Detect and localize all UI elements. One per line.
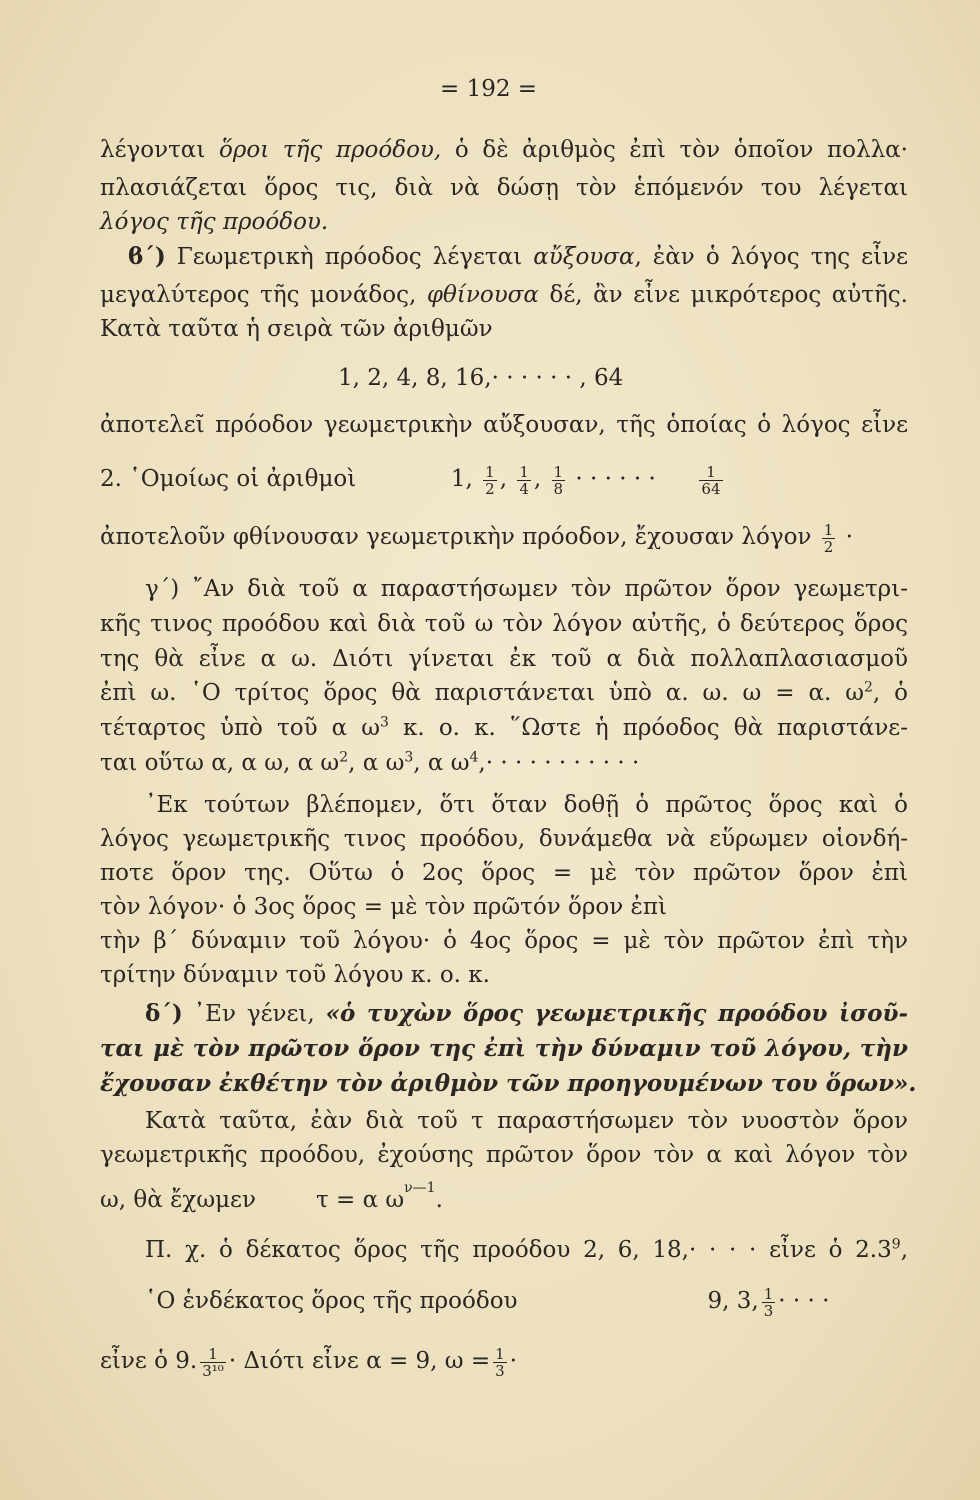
text-span: μεγαλύτερος τῆς μονάδος,: [100, 282, 427, 308]
fraction-half: $\frac{1}{2}$: [485, 462, 495, 498]
fraction-quarter: $\frac{1}{4}$: [519, 462, 529, 498]
fraction-ratio: $\frac{1}{2}$: [823, 520, 834, 556]
text-line-4: [128, 240, 908, 274]
text-line-9: 2. ῾Ομοίως οἱ ἀριθμοὶ 1, $\frac{1}{2}$ , $\frac{1}{4}$ , $\frac{1}{8}$ · · · · · · $\frac{1}{64}$: [100, 462, 721, 498]
text-line-14: [100, 676, 908, 710]
text-line-25: ἔχουσαν ἐκθέτην τὸν ἀριθμὸν τῶν προηγουμένων του ὅρων».: [100, 1070, 917, 1097]
text-line-24: ται μὲ τὸν πρῶτον ὅρον της ἐπὶ τὴν δύναμιν τοῦ λόγου, τὴν: [100, 1035, 908, 1062]
formula: τ = α ω: [315, 1187, 405, 1213]
text-span: ω, θὰ ἔχωμεν: [100, 1187, 256, 1213]
ellipsis: · · · · · ·: [575, 466, 656, 492]
fraction-third-b: $\frac{1}{3}$: [495, 1344, 505, 1380]
text-span: , α ω: [413, 750, 470, 776]
text-line-13: της θὰ εἶνε α ω. Διότι γίνεται ἐκ τοῦ α διὰ πολλαπλασιασμοῦ: [100, 646, 908, 672]
text-line-1: [100, 133, 908, 167]
text-line-28: [100, 1180, 908, 1217]
text-line-15: [100, 711, 908, 745]
text-line-12: κῆς τινος προόδου καὶ διὰ τοῦ ω τὸν λόγον αὐτῆς, ὁ δεύτερος ὅρος: [100, 611, 908, 637]
italic-term: ὅροι τῆς προόδου,: [218, 137, 442, 163]
text-span: ᾿Εν γένει,: [182, 1001, 326, 1027]
sequence-line: 1, 2, 4, 8, 16,· · · · · · , 64: [338, 365, 624, 391]
text-line-8: ἀποτελεῖ πρόοδον γεωμετρικὴν αὔξουσαν, τῆς ὁποίας ὁ λόγος εἶνε: [100, 412, 908, 438]
text-line-27: γεωμετρικῆς προόδου, ἐχούσης πρῶτον ὅρον τὸν α καὶ λόγον τὸν: [100, 1142, 908, 1168]
text-span: ,: [900, 1237, 908, 1263]
text-span: 1,: [450, 466, 473, 492]
text-span: τέταρτος ὑπὸ τοῦ α ω: [100, 715, 381, 741]
exponent: 3: [404, 749, 414, 766]
text-line-6: Κατὰ ταῦτα ἡ σειρὰ τῶν ἀριθμῶν: [100, 316, 493, 342]
text-span: .: [435, 1187, 443, 1213]
exponent: 9: [891, 1236, 901, 1253]
section-marker: δ΄): [145, 1000, 183, 1027]
text-span: ῾Ο ἑνδέκατος ὅρος τῆς προόδου: [145, 1288, 518, 1314]
section-marker: ϐ΄): [128, 243, 166, 270]
text-line-23: [145, 997, 908, 1031]
text-line-5: [100, 278, 908, 312]
page-number: = 192 =: [440, 76, 538, 102]
exponent: 2: [863, 679, 873, 696]
exponent: 2: [339, 749, 349, 766]
text-span: · Διότι εἶνε α = 9, ω =: [228, 1348, 491, 1374]
text-span: δέ, ἂν εἶνε μικρότερος αὐτῆς.: [538, 282, 908, 308]
text-span: 9, 3,: [707, 1288, 759, 1314]
italic-term: αὔξουσα: [533, 244, 635, 270]
text-line-11: γ΄) ῎Αν διὰ τοῦ α παραστήσωμεν τὸν πρῶτον ὅρον γεωμετρι-: [145, 576, 908, 602]
fraction-one-64: $\frac{1}{64}$: [701, 462, 721, 498]
exponent: 3: [380, 714, 389, 731]
exponent: 4: [469, 749, 479, 766]
text-line-3: λόγος τῆς προόδου.: [100, 209, 329, 235]
theorem-text: «ὁ τυχὼν ὅρος γεωμετρικῆς προόδου ἰσοῦ-: [325, 1000, 908, 1027]
text-span: , α ω: [348, 750, 405, 776]
text-span: ἐπὶ ω. ῾Ο τρίτος ὅρος θὰ παριστάνεται ὑπὸ α. ω. ω = α. ω: [100, 680, 864, 706]
text-line-22: τρίτην δύναμιν τοῦ λόγου κ. ο. κ.: [100, 962, 490, 988]
text-line-26: Κατὰ ταῦτα, ἐὰν διὰ τοῦ τ παραστήσωμεν τὸν νυοστὸν ὅρον: [145, 1108, 908, 1134]
text-span: ται οὕτω α, α ω, α ω: [100, 750, 340, 776]
text-line-31: [100, 1344, 908, 1379]
text-span: 2. ῾Ομοίως οἱ ἀριθμοὶ: [100, 466, 357, 492]
text-line-30: [145, 1284, 908, 1319]
exponent: ν—1: [404, 1180, 436, 1197]
text-span: Π. χ. ὁ δέκατος ὅρος τῆς προόδου 2, 6, 18,· · · · εἶνε ὁ 2.3: [145, 1237, 892, 1263]
fraction-one-over-3-pow-10: $\frac{1}{\text{3¹⁰}}$: [202, 1344, 224, 1380]
text-line-18: λόγος γεωμετρικῆς τινος προόδου, δυνάμεθα νὰ εὕρωμεν οἱονδή-: [100, 826, 908, 852]
text-line-10: ἀποτελοῦν φθίνουσαν γεωμετρικὴν πρόοδον, ἔχουσαν λόγον $\frac{1}{2}$ ·: [100, 520, 853, 556]
text-line-2: πλασιάζεται ὅρος τις, διὰ νὰ δώσῃ τὸν ἑπόμενόν του λέγεται: [100, 175, 908, 201]
text-line-21: τὴν β΄ δύναμιν τοῦ λόγου· ὁ 4ος ὅρος = μὲ τὸν πρῶτον ἐπὶ τὴν: [100, 928, 908, 954]
text-line-29: [145, 1233, 908, 1267]
fraction-third: $\frac{1}{3}$: [763, 1284, 774, 1320]
text-span: , ὁ: [872, 680, 908, 706]
text-span: ·: [509, 1348, 517, 1374]
text-span: ,· · · · · · · · · · ·: [478, 750, 640, 776]
text-span: κ. ο. κ. ῞Ωστε ἡ πρόοδος θὰ παριστάνε-: [388, 715, 908, 741]
text-span: Γεωμετρικὴ πρόοδος λέγεται: [165, 244, 534, 270]
text-line-19: ποτε ὅρον της. Οὕτω ὁ 2ος ὅρος = μὲ τὸν πρῶτον ὅρον ἐπὶ: [100, 860, 908, 886]
text-span: λέγονται: [100, 137, 219, 163]
ellipsis: · · · ·: [778, 1288, 830, 1314]
italic-term: φθίνουσα: [426, 282, 539, 308]
text-span: , ἐὰν ὁ λόγος της εἶνε: [634, 244, 908, 270]
text-line-16: [100, 746, 820, 780]
fraction-eighth: $\frac{1}{8}$: [553, 462, 564, 498]
text-span: ὁ δὲ ἀριθμὸς ἐπὶ τὸν ὁποῖον πολλα·: [441, 137, 908, 163]
text-line-20: τὸν λόγον· ὁ 3ος ὅρος = μὲ τὸν πρῶτόν ὅρον ἐπὶ: [100, 894, 668, 920]
text-line-17: ᾿Εκ τούτων βλέπομεν, ὅτι ὅταν δοθῇ ὁ πρῶτος ὅρος καὶ ὁ: [145, 792, 908, 818]
text-span: ἀποτελοῦν φθίνουσαν γεωμετρικὴν πρόοδον, ἔχουσαν λόγον: [100, 524, 812, 550]
text-span: εἶνε ὁ 9.: [100, 1348, 198, 1374]
